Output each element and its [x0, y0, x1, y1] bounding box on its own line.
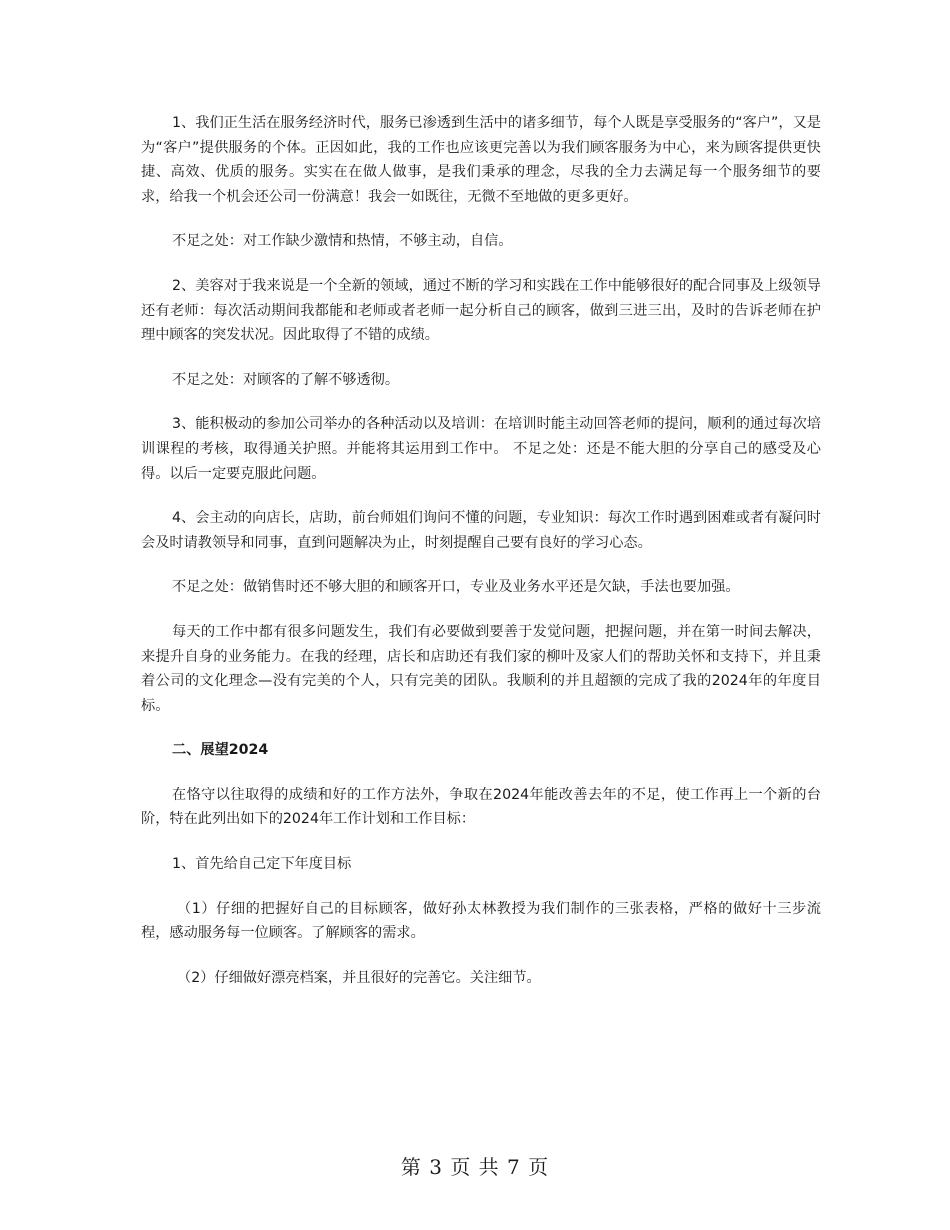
paragraph-shortcoming-3: 不足之处：做销售时还不够大胆的和顾客开口，专业及业务水平还是欠缺，手法也要加强。: [172, 579, 740, 596]
paragraph-goal-item-1: （1）仔细的把握好自己的目标顾客，做好孙太林教授为我们制作的三张表格，严格的做好十三步流程，感动服务每一位顾客。了解顾客的需求。: [141, 900, 821, 942]
paragraph-shortcoming-1: 不足之处：对工作缺少激情和热情，不够主动，自信。: [172, 233, 513, 250]
paragraph-daily-work: 每天的工作中都有很多问题发生，我们有必要做到要善于发觉问题，把握问题，并在第一时间去解决，来提升自身的业务能力。在我的经理，店长和店助还有我们家的柳叶及家人们的帮助关怀和支持下，并且秉着公司的文化理念—没有完美的个人，只有完美的团队。我顺利的并且超额的完成了我的2024年的年度目标。: [141, 623, 821, 714]
paragraph-training: 3、能积极动的参加公司举办的各种活动以及培训：在培训时能主动回答老师的提问，顺利的通过每次培训课程的考核，取得通关护照。并能将其运用到工作中。 不足之处：还是不能大胆的分享自己的感受及心得。以后一定要克服此问题。: [141, 416, 821, 482]
paragraph-service-economy: 1、我们正生活在服务经济时代，服务已渗透到生活中的诸多细节，每个人既是享受服务的“客户”，又是为“客户”提供服务的个体。正因如此，我的工作也应该更完善以为我们顾客服务为中心，来为顾客提供更快捷、高效、优质的服务。实实在在做人做事，是我们秉承的理念，尽我的全力去满足每一个服务细节的要求，给我一个机会还公司一份满意！我会一如既往，无微不至地做的更多更好。: [141, 115, 821, 205]
document-body: [141, 111, 821, 1010]
paragraph-asking-questions: 4、会主动的向店长，店助，前台师姐们询问不懂的问题，专业知识：每次工作时遇到困难或者有凝问时会及时请教领导和同事，直到问题解决为止，时刻提醒自己要有良好的学习心态。: [141, 510, 821, 551]
page-number-footer: 第 3 页 共 7 页: [400, 1155, 550, 1179]
paragraph-outlook-intro: 在恪守以往取得的成绩和好的工作方法外，争取在2024年能改善去年的不足，使工作再上一个新的台阶，特在此列出如下的2024年工作计划和工作目标：: [141, 786, 821, 828]
paragraph-goal-item-2: （2）仔细做好漂亮档案，并且很好的完善它。关注细节。: [177, 969, 541, 986]
paragraph-shortcoming-2: 不足之处：对顾客的了解不够透彻。: [172, 371, 400, 388]
paragraph-beauty-field: 2、美容对于我来说是一个全新的领域，通过不断的学习和实践在工作中能够很好的配合同事及上级领导还有老师：每次活动期间我都能和老师或者老师一起分析自己的顾客，做到三进三出，及时的告诉老师在护理中顾客的突发状况。因此取得了不错的成绩。: [141, 277, 821, 344]
paragraph-annual-goal: 1、首先给自己定下年度目标: [172, 856, 352, 873]
section-heading-outlook: 二、展望2024: [172, 742, 269, 759]
